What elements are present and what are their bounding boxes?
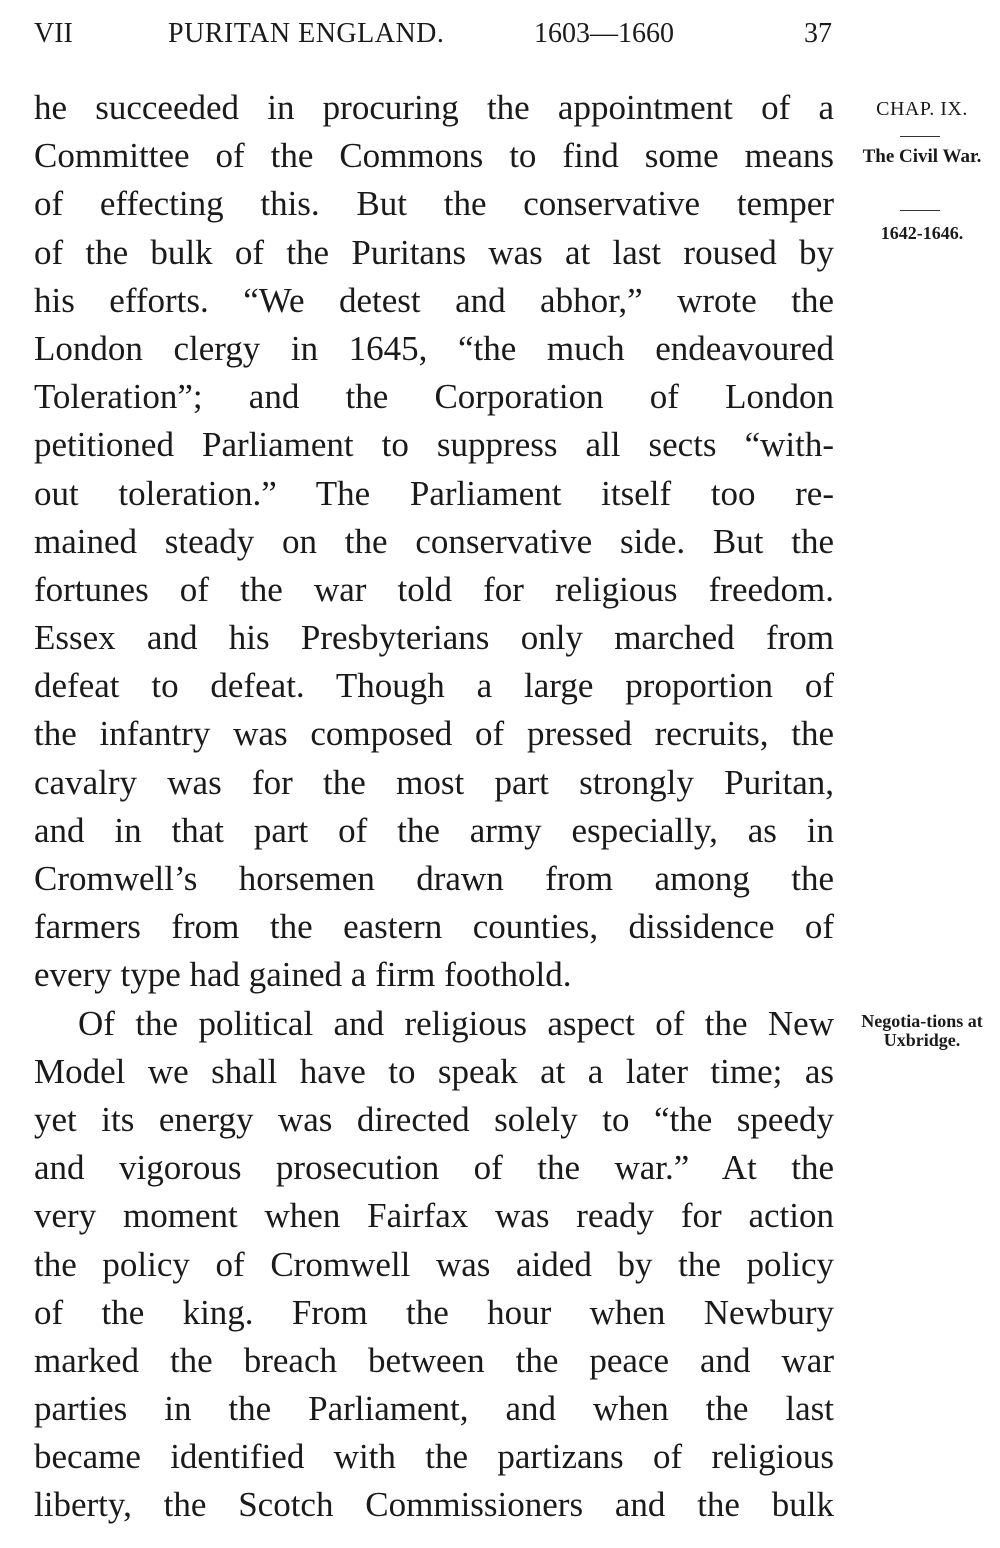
text-line: he succeeded in procuring the appointment of a — [34, 88, 834, 127]
text-line: the policy of Cromwell was aided by the policy — [34, 1244, 834, 1284]
text-line: and vigorous prosecution of the war.” At the — [34, 1148, 834, 1188]
text-line: became identified with the partizans of religious — [34, 1437, 834, 1477]
text-line: farmers from the eastern counties, dissidence of — [34, 907, 834, 947]
text-line: liberty, the Scotch Commissioners and the bulk — [34, 1485, 834, 1525]
text-line: of the king. From the hour when Newbury — [34, 1292, 834, 1332]
text-line: very moment when Fairfax was ready for action — [34, 1196, 834, 1236]
margin-divider — [900, 136, 940, 137]
header-chapter-number: VII — [34, 18, 73, 49]
text-line: Essex and his Presbyterians only marched from — [34, 618, 834, 658]
text-line: of effecting this. But the conservative temper — [34, 184, 834, 224]
text-line: his efforts. “We detest and abhor,” wrote the — [34, 280, 834, 320]
text-line: marked the breach between the peace and war — [34, 1340, 834, 1380]
text-line: Cromwell’s horsemen drawn from among the — [34, 859, 834, 898]
text-line: London clergy in 1645, “the much endeavoured — [34, 328, 834, 368]
text-line: yet its energy was directed solely to “the speedy — [34, 1099, 834, 1139]
text-line: mained steady on the conservative side. But the — [34, 521, 834, 561]
text-line: parties in the Parliament, and when the last — [34, 1389, 834, 1429]
text-line: of the bulk of the Puritans was at last roused by — [34, 232, 834, 272]
margin-divider — [900, 210, 940, 211]
paragraph-end-line: every type had gained a firm foothold. — [34, 955, 572, 995]
margin-note-chapter: CHAP. IX. — [876, 98, 968, 120]
text-line: Model we shall have to speak at a later time; as — [34, 1051, 834, 1091]
text-line: defeat to defeat. Though a large proportion of — [34, 666, 834, 706]
body-text — [34, 84, 834, 1530]
text-line: Committee of the Commons to find some means — [34, 136, 834, 176]
margin-note-negotiations: Negotia-tions at Uxbridge. — [861, 1011, 983, 1050]
page-number: 37 — [804, 18, 832, 49]
text-line: Toleration”; and the Corporation of London — [34, 377, 834, 417]
margin-note-section: The Civil War. — [862, 146, 982, 167]
text-line: fortunes of the war told for religious freedom. — [34, 569, 834, 609]
paragraph-start-line: Of the political and religious aspect of the New — [78, 1003, 834, 1043]
header-book-title: PURITAN ENGLAND. — [168, 18, 445, 49]
margin-note-years: 1642-1646. — [880, 223, 964, 243]
text-line: petitioned Parliament to suppress all sects “with- — [34, 425, 834, 465]
header-years: 1603—1660 — [534, 18, 674, 49]
running-header — [34, 18, 834, 58]
text-line: out toleration.” The Parliament itself too re- — [34, 473, 834, 513]
text-line: cavalry was for the most part strongly Puritan, — [34, 762, 834, 802]
text-line: the infantry was composed of pressed recruits, the — [34, 714, 834, 754]
text-line: and in that part of the army especially, as in — [34, 810, 834, 850]
